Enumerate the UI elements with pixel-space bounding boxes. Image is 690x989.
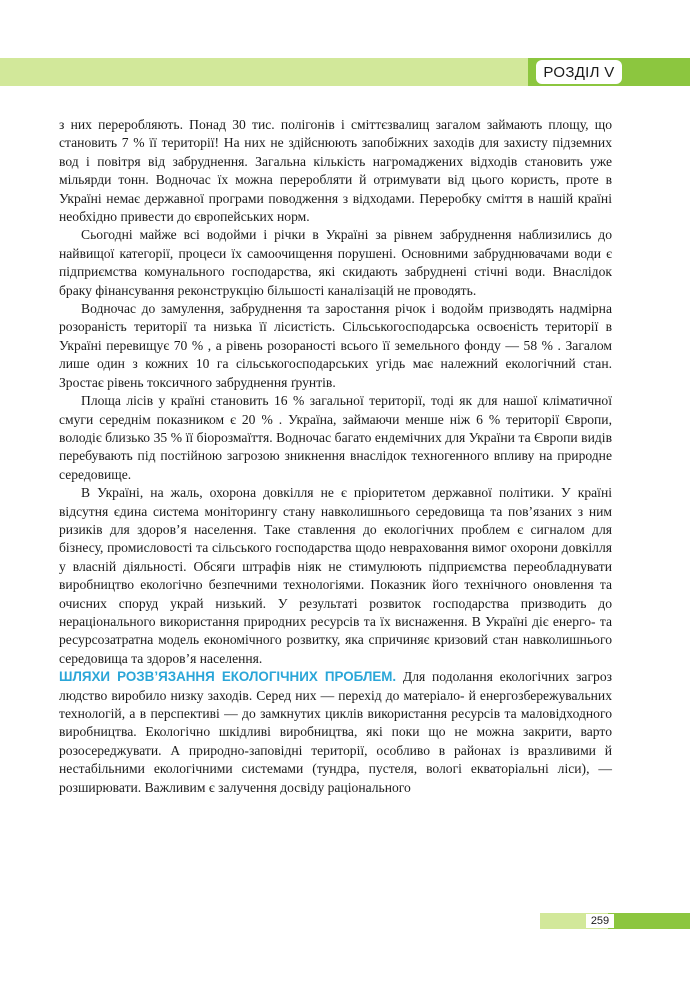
section-tab [528, 58, 690, 86]
paragraph-1: з них переробляють. Понад 30 тис. полігонів і сміттєзвалищ загалом займають площу, що становить 7 % її території! На них не здійснюють запобіжних заходів для захисту підземних вод і повітря від забруднення. Загальна кількість нагромаджених відходів становить уже мільярди тонн. Водночас їх можна переробляти й отримувати від цього користь, проте в Україні немає державної програми поводження з відходами. Переробку сміття в нашій країні необхідно привести до європейських норм. [59, 117, 612, 225]
paragraph-5: В Україні, на жаль, охорона довкілля не є пріоритетом державної політики. У країні відсутня єдина система моніторингу стану навколишнього середовища та пов’язаних з ним ризиків для здоров’я населення. Таке ставлення до екологічних проблем є сигналом для бізнесу, промисловості та сільського господарства щодо невраховання вимог охорони довкілля у власній діяльності. Обсяги штрафів ніяк не стимулюють підприємства переобладнувати виробництво екологічно безпечними технологіями. Показник його технічного оновлення та очисних споруд украй низький. У результаті розвиток господарства призводить до нераціонального використання природних ресурсів та їх виснаження. В Україні діє енерго- та ресурсозатратна модель економічного розвитку, яка спричиняє кризовий стан навколишнього середовища та здоров’я населення. [59, 485, 612, 666]
section-label: РОЗДІЛ V [536, 60, 622, 84]
page-number: 259 [586, 914, 614, 928]
main-text [59, 116, 612, 797]
paragraph-6 [59, 668, 612, 797]
paragraph-2: Сьогодні майже всі водойми і річки в Україні за рівнем забруднення наблизились до найвищої категорії, процеси їх самоочищення порушені. Основними забруднювачами води є підприємства комунального господарства, які скидають забруднені стічні води. Внаслідок браку фінансування реконструкцію більшості каналізацій не проводять. [59, 227, 612, 298]
paragraph-4: Площа лісів у країні становить 16 % загальної території, тоді як для нашої кліматичної смуги середнім показником є 20 % . Україна, займаючи менше ніж 6 % території Європи, володіє близько 35 % її біорозмаїття. Водночас багато ендемічних для України та Європи видів перебувають під постійною загрозою зникнення внаслідок техногенного впливу на природне середовище. [59, 393, 612, 482]
section-heading: ШЛЯХИ РОЗВ’ЯЗАННЯ ЕКОЛОГІЧНИХ ПРОБЛЕМ. [59, 669, 397, 685]
paragraph-6-text: Для подолання екологічних загроз людство виробило низку заходів. Серед них — перехід до матеріало- й енергозбережувальних технологій, а в перспективі — до замкнутих циклів використання ресурсів та маловідходного виробництва. Екологічно шкідливі виробництва, які поки що не можна закрити, варто розосереджувати. А природно-заповідні території, особливо в районах із вразливими й нестабільними екологічними системами (тундра, пустеля, вологі екваторіальні ліси), — розширювати. Важливим є залучення досвіду раціонального [59, 669, 613, 795]
paragraph-3: Водночас до замулення, забруднення та заростання річок і водойм призводять надмірна розораність території та низька її лісистість. Сільськогосподарська освоєність території в Україні перевищує 70 % , а рівень розораності всього її земельного фонду — 58 % . Загалом лише один з кожних 10 га сільськогосподарських угідь має належний екологічний стан. Зростає рівень токсичного забруднення ґрунтів. [59, 301, 612, 390]
footer-tab [608, 913, 690, 929]
